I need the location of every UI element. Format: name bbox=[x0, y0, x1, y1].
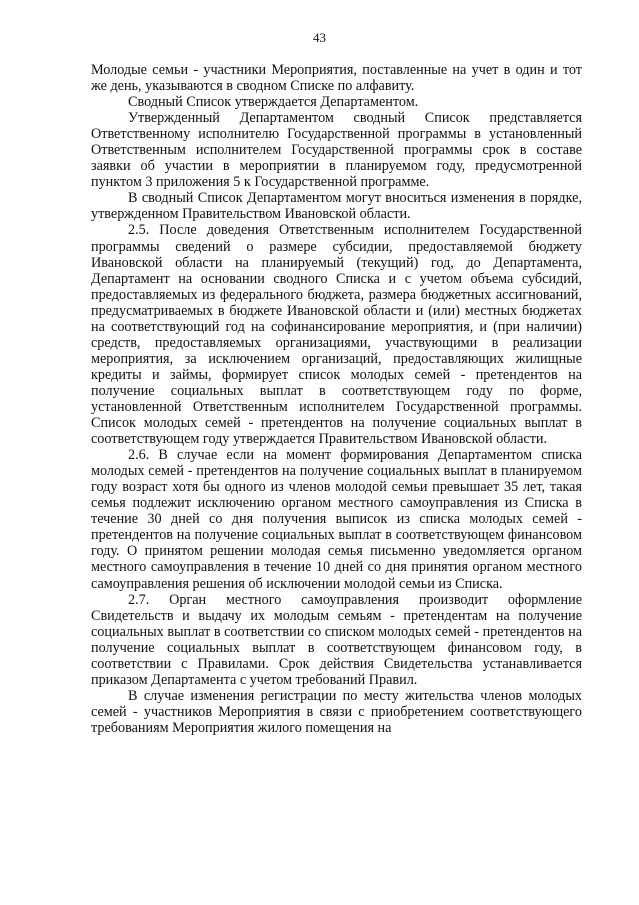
paragraph-4: В сводный Список Департаментом могут вноситься изменения в порядке, утвержденном Правительством Ивановской области. bbox=[91, 190, 582, 223]
paragraph-8: В случае изменения регистрации по месту жительства членов молодых семей - участников Мероприятия в связи с приобретением соответствующего требованиям Мероприятия жилого помещения на bbox=[91, 687, 582, 736]
paragraph-3: Утвержденный Департаментом сводный Список представляется Ответственному исполнителю Государственной программы в установленный Ответственным исполнителем Государственной программы срок в составе заявки об участии в мероприятии в планируемом году, предусмотренной пунктом 3 приложения 5 к Государственной программе. bbox=[91, 110, 582, 191]
document-body bbox=[91, 62, 582, 736]
paragraph-2-5: 2.5. После доведения Ответственным исполнителем Государственной программы сведений о размере субсидии, предоставляемой бюджету Ивановской области на планируемый (текущий) год, до Департамента, Департамент на основании сводного Списка и с учетом объема субсидий, предоставляемых из федерального бюджета, размера бюджетных ассигнований, предусматриваемых в бюджете Ивановской области и (или) местных бюджетах на соответствующий год на софинансирование мероприятия, и (при наличии) средств, предоставляемых организациями, участвующими в реализации мероприятия, за исключением организаций, предоставляющих жилищные кредиты и займы, формирует список молодых семей - претендентов на получение социальных выплат в соответствующем году по форме, установленной Ответственным исполнителем Государственной программы. Список молодых семей - претендентов на получение социальных выплат в соответствующем году утверждается Правительством Ивановской области. bbox=[91, 222, 582, 448]
paragraph-2-6: 2.6. В случае если на момент формирования Департаментом списка молодых семей - претендентов на получение социальных выплат в планируемом году возраст хотя бы одного из членов молодой семьи превышает 35 лет, такая семья подлежит исключению органом местного самоуправления из Списка в течение 30 дней со дня получения выписок из списка молодых семей - претендентов на получение социальных выплат в соответствующем финансовом году. О принятом решении молодая семья письменно уведомляется органом местного самоуправления в течение 10 дней со дня принятия органом местного самоуправления решения об исключении молодой семьи из Списка. bbox=[91, 447, 582, 592]
paragraph-1: Молодые семьи - участники Мероприятия, поставленные на учет в один и тот же день, указываются в сводном Списке по алфавиту. bbox=[91, 62, 582, 95]
paragraph-2-7: 2.7. Орган местного самоуправления производит оформление Свидетельств и выдачу их молодым семьям - претендентам на получение социальных выплат в соответствии со списком молодых семей - претендентов на получение социальных выплат в соответствующем финансовом году, в соответствии с Правилами. Срок действия Свидетельства устанавливается приказом Департамента с учетом требований Правил. bbox=[91, 591, 583, 688]
page-number: 43 bbox=[313, 30, 326, 45]
paragraph-2: Сводный Список утверждается Департаментом. bbox=[128, 94, 419, 111]
